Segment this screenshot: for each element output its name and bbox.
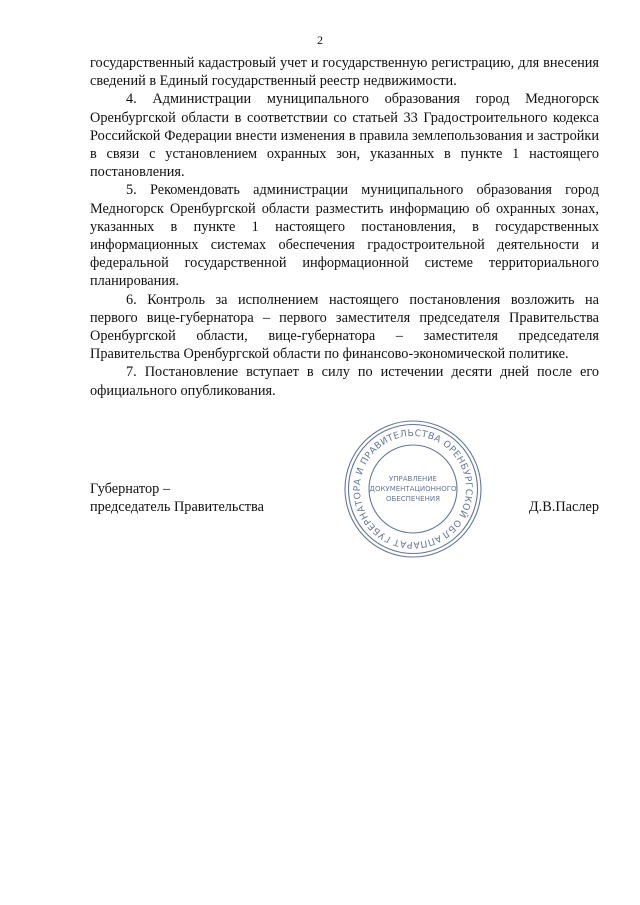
signatory-title-line2: председатель Правительства — [90, 499, 264, 516]
seal-center-line2: ДОКУМЕНТАЦИОННОГО — [369, 485, 457, 493]
seal-ring-text: АППАРАТ ГУБЕРНАТОРА И ПРАВИТЕЛЬСТВА ОРЕНБУРГСКОЙ ОБЛАСТИ — [351, 427, 475, 551]
paragraph-item-4: 4. Администрации муниципального образования город Медногорск Оренбургской области в соответствии со статьей 33 Градостроительного кодекса Российской Федерации внести изменения в правила землепользования и застройки в связи с установлением охранных зон, указанных в пункте 1 настоящего постановления. — [90, 91, 599, 181]
seal-center-line1: УПРАВЛЕНИЕ — [389, 475, 437, 483]
paragraph-item-5: 5. Рекомендовать администрации муниципального образования город Медногорск Оренбургской области разместить информацию об охранных зонах, указанных в пункте 1 настоящего постановления, в государственных информационных системах обеспечения градостроительной деятельности и федеральной государственной информационной системе территориального планирования. — [90, 182, 599, 290]
signatory-name: Д.В.Паслер — [528, 499, 599, 515]
signatory-title — [90, 480, 264, 516]
page-number: 2 — [317, 33, 323, 47]
seal-center-line3: ОБЕСПЕЧЕНИЯ — [386, 495, 440, 503]
signatory-title-line1: Губернатор – — [90, 481, 170, 497]
document-body — [90, 54, 599, 400]
official-seal — [342, 418, 484, 560]
paragraph-continuation: государственный кадастровый учет и государственную регистрацию, для внесения сведений в Единый государственный реестр недвижимости. — [90, 55, 599, 90]
paragraph-item-6: 6. Контроль за исполнением настоящего постановления возложить на первого вице-губернатора – первого заместителя председателя Правительства Оренбургской области, вице-губернатора – заместителя председателя Правительства Оренбургской области по финансово-экономической политике. — [90, 291, 599, 363]
paragraph-item-7: 7. Постановление вступает в силу по истечении десяти дней после его официального опубликования. — [90, 364, 599, 399]
